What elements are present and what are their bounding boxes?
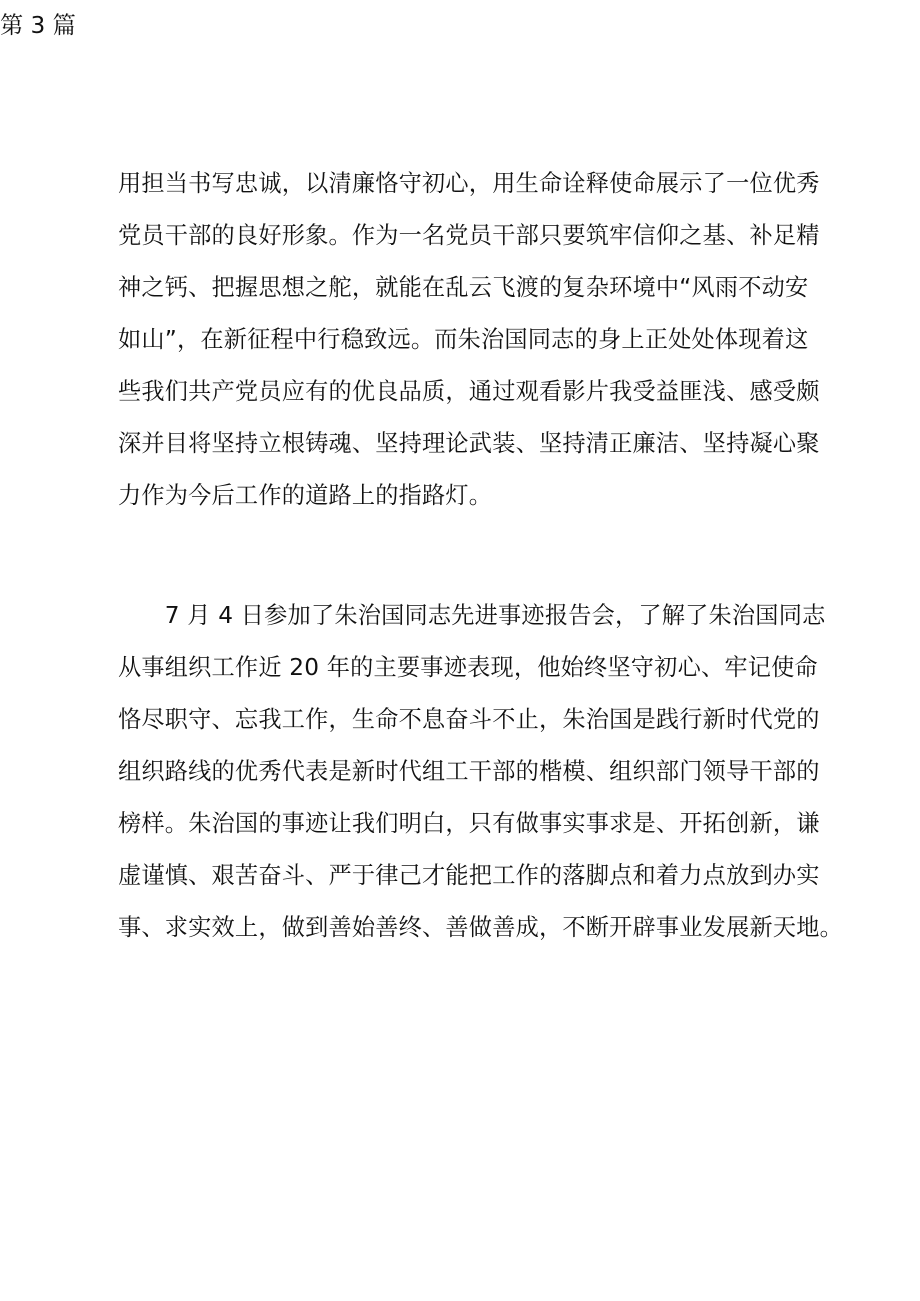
- text-line: 用担当书写忠诚，以清廉恪守初心，用生命诠释使命展示了一位优秀: [118, 170, 820, 197]
- text-line: 恪尽职守、忘我工作，生命不息奋斗不止，朱治国是践行新时代党的: [118, 706, 820, 733]
- text-line: 党员干部的良好形象。作为一名党员干部只要筑牢信仰之基、补足精: [118, 222, 820, 249]
- text-line: 力作为今后工作的道路上的指路灯。: [118, 482, 493, 509]
- section-heading: 第 3 篇: [0, 12, 76, 39]
- text-line: 虚谨慎、艰苦奋斗、严于律己才能把工作的落脚点和着力点放到办实: [118, 862, 820, 889]
- text-line: 如山”，在新征程中行稳致远。而朱治国同志的身上正处处体现着这: [118, 326, 809, 353]
- text-line: 事、求实效上，做到善始善终、善做善成，不断开辟事业发展新天地。: [118, 914, 844, 941]
- paragraph-2: [118, 590, 843, 954]
- text-line: 7 月 4 日参加了朱治国同志先进事迹报告会，了解了朱治国同志: [118, 602, 826, 629]
- text-line: 些我们共产党员应有的优良品质，通过观看影片我受益匪浅、感受颇: [118, 378, 820, 405]
- text-line: 从事组织工作近 20 年的主要事迹表现，他始终坚守初心、牢记使命: [118, 654, 818, 681]
- text-line: 神之钙、把握思想之舵，就能在乱云飞渡的复杂环境中“风雨不动安: [118, 274, 809, 301]
- text-line: 组织路线的优秀代表是新时代组工干部的楷模、组织部门领导干部的: [118, 758, 820, 785]
- text-line: 榜样。朱治国的事迹让我们明白，只有做事实事求是、开拓创新，谦: [118, 810, 820, 837]
- text-line: 深并目将坚持立根铸魂、坚持理论武装、坚持清正廉洁、坚持凝心聚: [118, 430, 820, 457]
- paragraph-1: [118, 158, 820, 522]
